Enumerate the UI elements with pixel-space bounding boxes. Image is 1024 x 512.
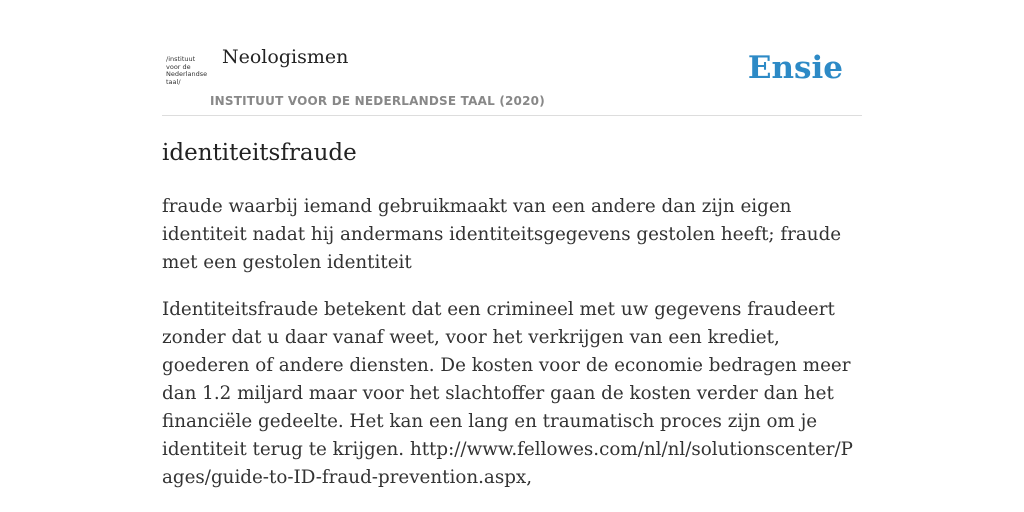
source-url: http://www.fellowes.com/nl/nl/solutionscenter/Pages/guide-to-ID-fraud-prevention.aspx, xyxy=(162,439,853,488)
publisher-logo[interactable]: /instituut voor de Nederlandse taal/ xyxy=(166,55,208,86)
ensie-logo[interactable]: Ensie xyxy=(747,50,843,86)
entry-card xyxy=(162,0,862,488)
entry-title: identiteitsfraude xyxy=(162,140,357,166)
entry-example xyxy=(162,296,862,492)
publisher-name: INSTITUUT VOOR DE NEDERLANDSE TAAL (2020) xyxy=(210,94,545,108)
entry-definition: fraude waarbij iemand gebruikmaakt van een andere dan zijn eigen identiteit nadat hij andermans identiteitsgegevens gestolen heeft; fraude met een gestolen identiteit xyxy=(162,196,842,273)
example-text: Identiteitsfraude betekent dat een crimineel met uw gegevens fraudeert zonder dat u daar vanaf weet, voor het verkrijgen van een krediet, goederen of andere diensten. De kosten voor de economie bedragen meer dan 1.2 miljard maar voor het slachtoffer gaan de kosten verder dan het financiële gedeelte. Het kan een lang en traumatisch proces zijn om je identiteit terug te krijgen. xyxy=(162,299,851,460)
dictionary-name[interactable]: Neologismen xyxy=(222,46,349,68)
entry-header xyxy=(162,0,862,116)
